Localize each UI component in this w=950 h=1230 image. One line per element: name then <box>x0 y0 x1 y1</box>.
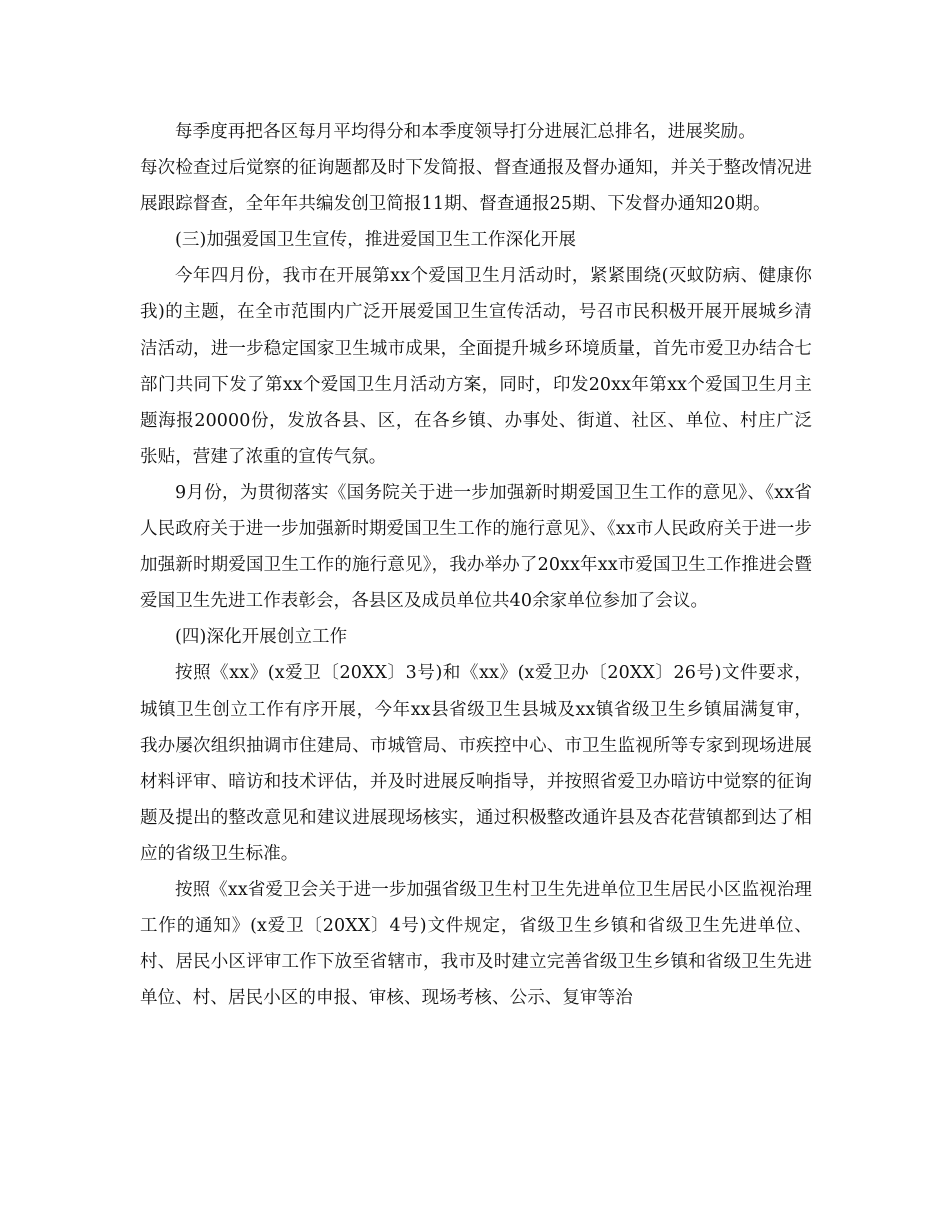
document-body <box>140 114 812 1016</box>
paragraph-8: 按照《xx省爱卫会关于进一步加强省级卫生村卫生先进单位卫生居民小区监视治理工作的通知》(x爱卫〔20XX〕4号)文件规定，省级卫生乡镇和省级卫生先进单位、村、居民小区评审工作下放至省辖市，我市及时建立完善省级卫生乡镇和省级卫生先进单位、村、居民小区的申报、审核、现场考核、公示、复审等治 <box>140 879 812 1009</box>
paragraph-4: 今年四月份，我市在开展第xx个爱国卫生月活动时，紧紧围绕(灭蚊防病、健康你我)的主题，在全市范围内广泛开展爱国卫生宣传活动，号召市民积极开展开展城乡清洁活动，进一步稳定国家卫生城市成果，全面提升城乡环境质量，首先市爱卫办结合七部门共同下发了第xx个爱国卫生月活动方案，同时，印发20xx年第xx个爱国卫生月主题海报20000份，发放各县、区，在各乡镇、办事处、街道、社区、单位、村庄广泛张贴，营建了浓重的宣传气氛。 <box>140 266 812 467</box>
section-heading-4: (四)深化开展创立工作 <box>175 627 348 648</box>
paragraph-1: 每季度再把各区每月平均得分和本季度领导打分进展汇总排名，进展奖励。 <box>175 122 756 142</box>
paragraph-7: 按照《xx》(x爱卫〔20XX〕3号)和《xx》(x爱卫办〔20XX〕26号)文件要求，城镇卫生创立工作有序开展，今年xx县省级卫生县城及xx镇省级卫生乡镇届满复审，我办屡次组织抽调市住建局、市城管局、市疾控中心、市卫生监视所等专家到现场进展材料评审、暗访和技术评估，并及时进展反响指导，并按照省爱卫办暗访中觉察的征询题及提出的整改意见和建议进展现场核实，通过积极整改通许县及杏花营镇都到达了相应的省级卫生标准。 <box>140 663 812 864</box>
section-heading-3: (三)加强爱国卫生宣传，推进爱国卫生工作深化开展 <box>175 230 577 251</box>
paragraph-2: 每次检查过后觉察的征询题都及时下发简报、督查通报及督办通知，并关于整改情况进展跟踪督查，全年年共编发创卫简报11期、督查通报25期、下发督办通知20期。 <box>140 158 812 215</box>
paragraph-5: 9月份，为贯彻落实《国务院关于进一步加强新时期爱国卫生工作的意见》、《xx省人民政府关于进一步加强新时期爱国卫生工作的施行意见》、《xx市人民政府关于进一步加强新时期爱国卫生工作的施行意见》，我办举办了20xx年xx市爱国卫生工作推进会暨爱国卫生先进工作表彰会，各县区及成员单位共40余家单位参加了会议。 <box>140 482 812 612</box>
